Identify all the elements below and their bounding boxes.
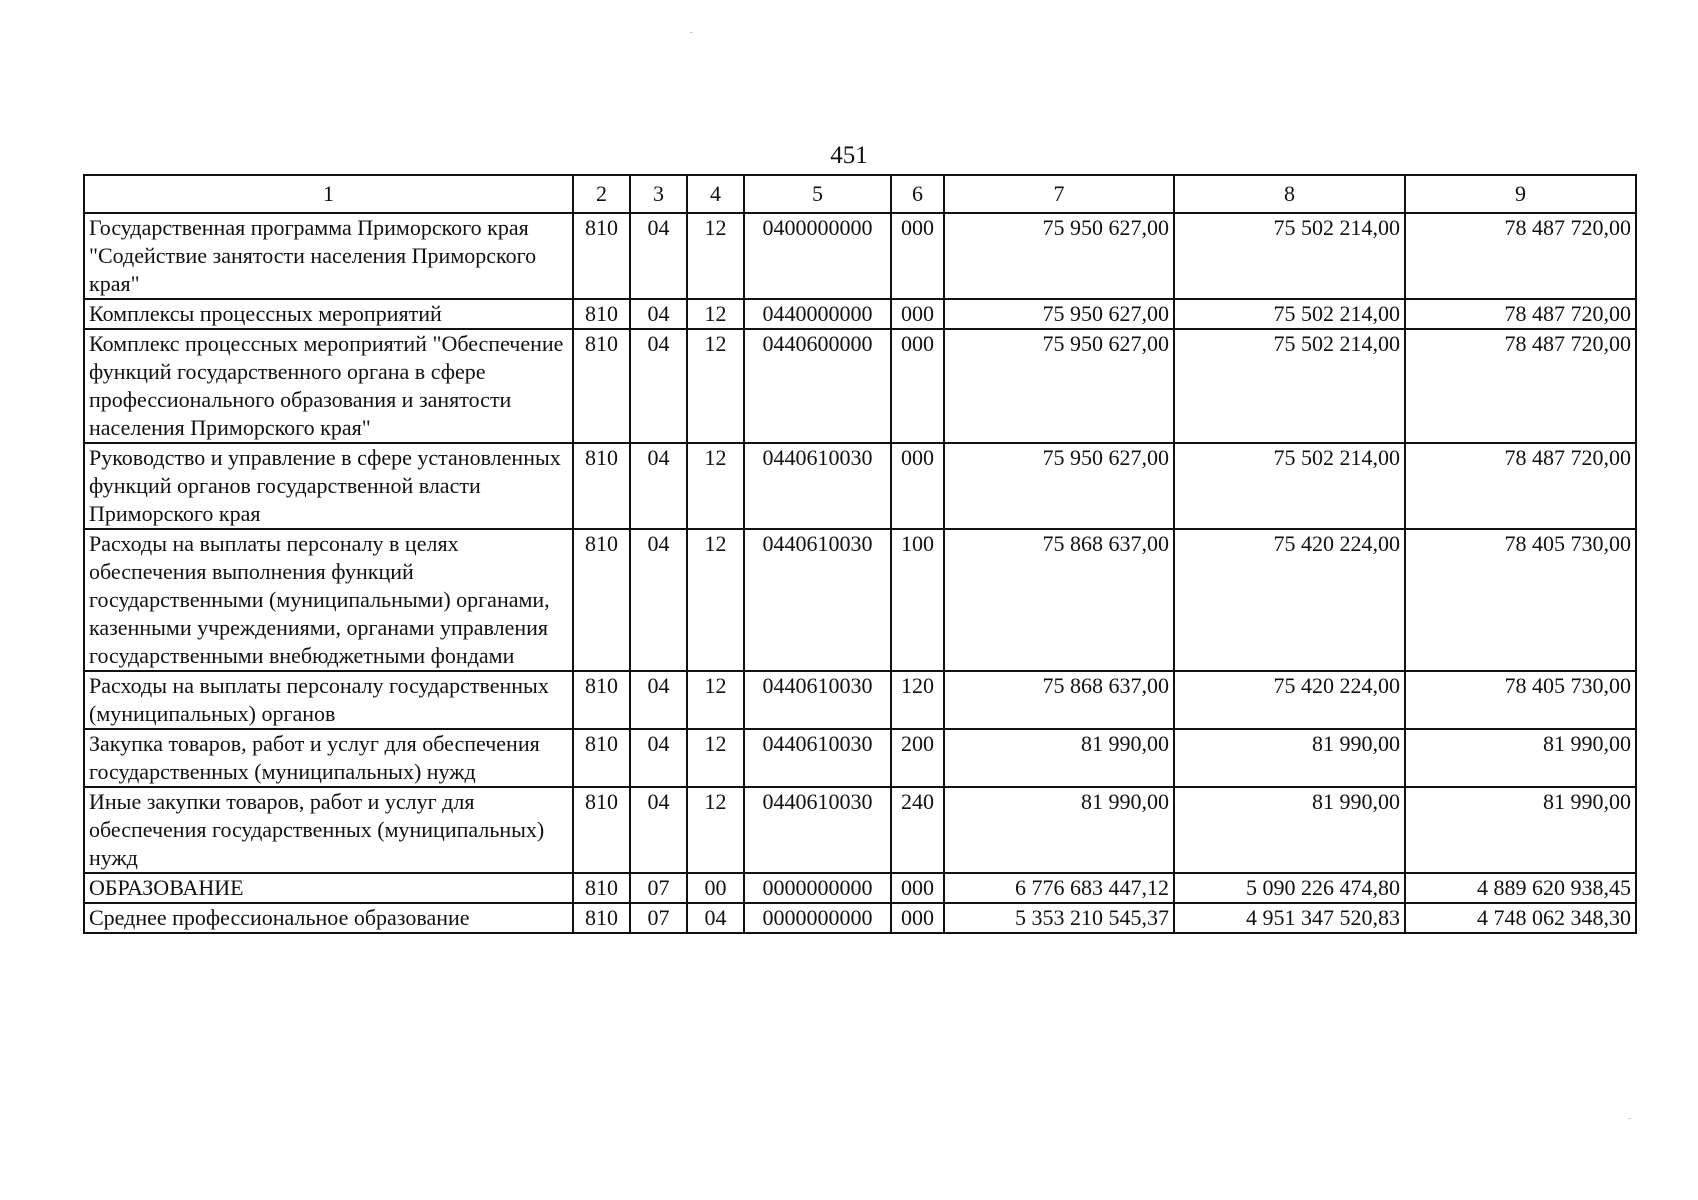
target-article-cell: 0440610030 [744, 443, 891, 529]
expense-name-cell: Государственная программа Приморского края "Содействие занятости населения Приморского края" [84, 213, 573, 299]
table-row [84, 787, 1636, 873]
amount-cell-col8: 75 502 214,00 [1174, 443, 1405, 529]
expense-name-cell: Руководство и управление в сфере установленных функций органов государственной власти Приморского края [84, 443, 573, 529]
scan-speck [1628, 1118, 1631, 1119]
expense-type-cell: 100 [891, 529, 944, 671]
ministry-code-cell: 810 [573, 873, 630, 903]
table-row [84, 299, 1636, 329]
target-article-cell: 0440610030 [744, 787, 891, 873]
amount-cell-col9: 78 487 720,00 [1405, 213, 1636, 299]
section-code-cell: 04 [630, 671, 687, 729]
amount-cell-col7: 5 353 210 545,37 [944, 903, 1174, 933]
amount-cell-col8: 81 990,00 [1174, 787, 1405, 873]
column-header: 1 [84, 175, 573, 213]
column-header: 5 [744, 175, 891, 213]
ministry-code-cell: 810 [573, 671, 630, 729]
target-article-cell: 0440000000 [744, 299, 891, 329]
column-header: 3 [630, 175, 687, 213]
expense-name-cell: Среднее профессиональное образование [84, 903, 573, 933]
target-article-cell: 0000000000 [744, 903, 891, 933]
amount-cell-col9: 78 487 720,00 [1405, 329, 1636, 443]
expense-name-cell: Иные закупки товаров, работ и услуг для обеспечения государственных (муниципальных) нужд [84, 787, 573, 873]
target-article-cell: 0440610030 [744, 729, 891, 787]
amount-cell-col7: 75 868 637,00 [944, 671, 1174, 729]
page-number: 451 [830, 142, 868, 169]
table-row [84, 903, 1636, 933]
expense-type-cell: 000 [891, 213, 944, 299]
ministry-code-cell: 810 [573, 299, 630, 329]
subsection-code-cell: 12 [687, 329, 744, 443]
expense-name-cell: Расходы на выплаты персоналу государственных (муниципальных) органов [84, 671, 573, 729]
target-article-cell: 0440600000 [744, 329, 891, 443]
amount-cell-col7: 75 950 627,00 [944, 213, 1174, 299]
budget-table [83, 174, 1637, 934]
ministry-code-cell: 810 [573, 787, 630, 873]
expense-name-cell: ОБРАЗОВАНИЕ [84, 873, 573, 903]
target-article-cell: 0400000000 [744, 213, 891, 299]
section-code-cell: 04 [630, 213, 687, 299]
expense-type-cell: 240 [891, 787, 944, 873]
column-header: 7 [944, 175, 1174, 213]
amount-cell-col7: 81 990,00 [944, 787, 1174, 873]
table-row [84, 329, 1636, 443]
column-header: 6 [891, 175, 944, 213]
ministry-code-cell: 810 [573, 329, 630, 443]
subsection-code-cell: 12 [687, 671, 744, 729]
amount-cell-col8: 5 090 226 474,80 [1174, 873, 1405, 903]
column-header: 4 [687, 175, 744, 213]
amount-cell-col9: 4 889 620 938,45 [1405, 873, 1636, 903]
expense-name-cell: Комплексы процессных мероприятий [84, 299, 573, 329]
amount-cell-col7: 6 776 683 447,12 [944, 873, 1174, 903]
target-article-cell: 0000000000 [744, 873, 891, 903]
amount-cell-col8: 81 990,00 [1174, 729, 1405, 787]
expense-name-cell: Закупка товаров, работ и услуг для обеспечения государственных (муниципальных) нужд [84, 729, 573, 787]
column-number-row [84, 175, 1636, 213]
amount-cell-col9: 78 487 720,00 [1405, 443, 1636, 529]
amount-cell-col8: 75 502 214,00 [1174, 213, 1405, 299]
subsection-code-cell: 04 [687, 903, 744, 933]
column-header: 9 [1405, 175, 1636, 213]
ministry-code-cell: 810 [573, 729, 630, 787]
amount-cell-col9: 81 990,00 [1405, 729, 1636, 787]
section-code-cell: 04 [630, 787, 687, 873]
amount-cell-col9: 78 487 720,00 [1405, 299, 1636, 329]
expense-type-cell: 120 [891, 671, 944, 729]
subsection-code-cell: 12 [687, 213, 744, 299]
amount-cell-col8: 75 502 214,00 [1174, 299, 1405, 329]
section-code-cell: 04 [630, 729, 687, 787]
expense-type-cell: 000 [891, 443, 944, 529]
section-code-cell: 04 [630, 443, 687, 529]
column-header: 8 [1174, 175, 1405, 213]
amount-cell-col8: 75 420 224,00 [1174, 529, 1405, 671]
amount-cell-col7: 75 950 627,00 [944, 329, 1174, 443]
section-code-cell: 04 [630, 299, 687, 329]
table-row [84, 213, 1636, 299]
column-header: 2 [573, 175, 630, 213]
expense-name-cell: Расходы на выплаты персоналу в целях обеспечения выполнения функций государственными (муниципальными) органами, казенными учреждениями, органами управления государственными внебюджетными фондами [84, 529, 573, 671]
subsection-code-cell: 00 [687, 873, 744, 903]
table-row [84, 729, 1636, 787]
amount-cell-col9: 81 990,00 [1405, 787, 1636, 873]
expense-type-cell: 200 [891, 729, 944, 787]
subsection-code-cell: 12 [687, 443, 744, 529]
table-row [84, 529, 1636, 671]
amount-cell-col7: 81 990,00 [944, 729, 1174, 787]
expense-type-cell: 000 [891, 873, 944, 903]
section-code-cell: 04 [630, 529, 687, 671]
ministry-code-cell: 810 [573, 213, 630, 299]
section-code-cell: 07 [630, 903, 687, 933]
scan-speck [690, 32, 693, 33]
subsection-code-cell: 12 [687, 787, 744, 873]
expense-type-cell: 000 [891, 299, 944, 329]
amount-cell-col7: 75 950 627,00 [944, 299, 1174, 329]
expense-type-cell: 000 [891, 329, 944, 443]
subsection-code-cell: 12 [687, 299, 744, 329]
amount-cell-col7: 75 868 637,00 [944, 529, 1174, 671]
amount-cell-col9: 78 405 730,00 [1405, 671, 1636, 729]
table-row [84, 873, 1636, 903]
table-row [84, 443, 1636, 529]
amount-cell-col8: 75 502 214,00 [1174, 329, 1405, 443]
target-article-cell: 0440610030 [744, 671, 891, 729]
section-code-cell: 04 [630, 329, 687, 443]
expense-type-cell: 000 [891, 903, 944, 933]
amount-cell-col9: 4 748 062 348,30 [1405, 903, 1636, 933]
ministry-code-cell: 810 [573, 529, 630, 671]
amount-cell-col9: 78 405 730,00 [1405, 529, 1636, 671]
table-row [84, 671, 1636, 729]
section-code-cell: 07 [630, 873, 687, 903]
amount-cell-col7: 75 950 627,00 [944, 443, 1174, 529]
ministry-code-cell: 810 [573, 443, 630, 529]
expense-name-cell: Комплекс процессных мероприятий "Обеспечение функций государственного органа в сфере профессионального образования и занятости населения Приморского края" [84, 329, 573, 443]
subsection-code-cell: 12 [687, 529, 744, 671]
subsection-code-cell: 12 [687, 729, 744, 787]
amount-cell-col8: 4 951 347 520,83 [1174, 903, 1405, 933]
target-article-cell: 0440610030 [744, 529, 891, 671]
ministry-code-cell: 810 [573, 903, 630, 933]
amount-cell-col8: 75 420 224,00 [1174, 671, 1405, 729]
